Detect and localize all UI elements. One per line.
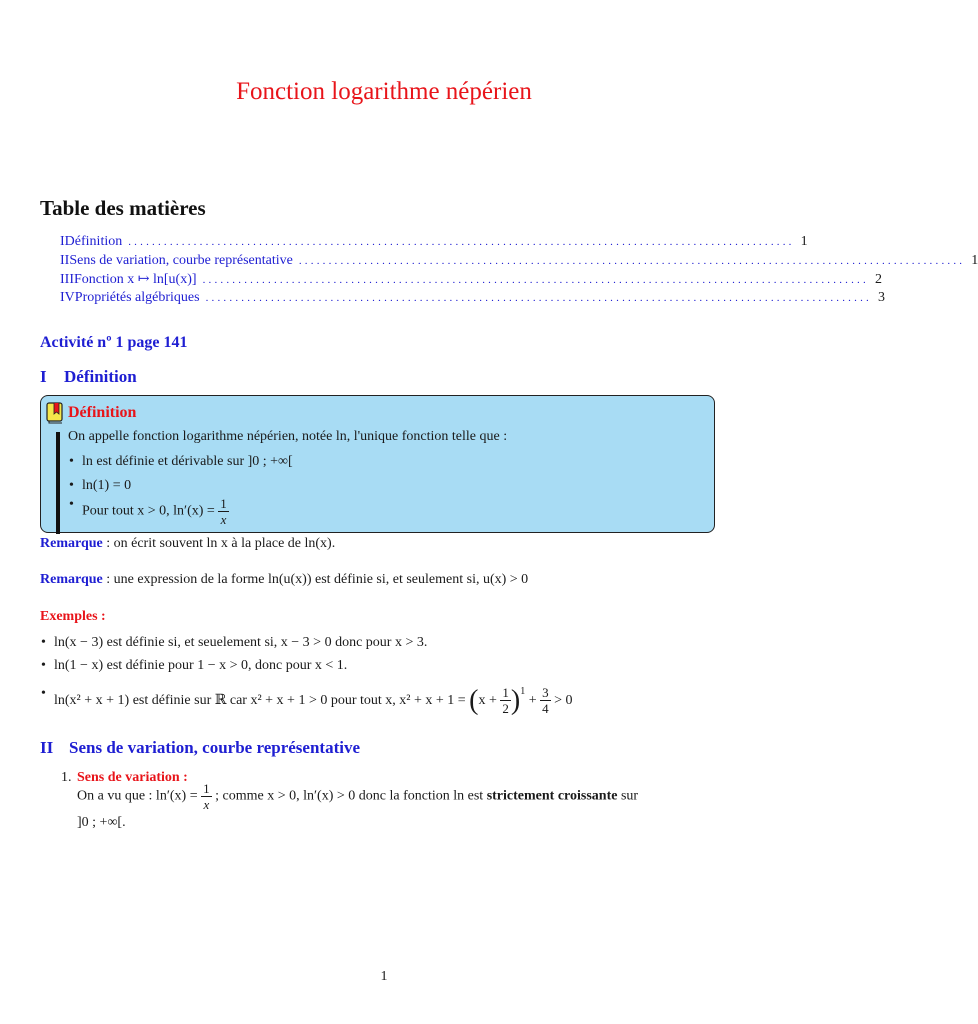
toc-item-title: Définition (64, 234, 123, 249)
plus-sign: + (528, 693, 537, 708)
toc-item-number: IV (60, 290, 75, 305)
toc-item-page: 3 (877, 290, 885, 305)
section-number: I (40, 367, 47, 386)
section-title: Définition (64, 367, 137, 386)
activity-heading: Activité nº 1 page 141 (40, 334, 188, 351)
left-paren: ( (469, 684, 479, 716)
item-line-2: ]0 ; +∞[. (77, 815, 126, 830)
fraction-one-half: $\frac{1}{2}$ (502, 685, 509, 717)
fraction-three-quarters: $\frac{3}{4}$ (542, 685, 549, 717)
toc-item-number: III (60, 272, 74, 287)
fraction-one-over-x: $\frac{1}{x}$ (220, 496, 227, 527)
item-line-1 (77, 782, 717, 811)
definition-bullet-2: • ln(1) = 0 (82, 478, 131, 494)
toc-item-title: Fonction x ↦ ln[u(x)] (74, 272, 197, 287)
toc-item-number: I (60, 234, 65, 249)
remark-1 (40, 536, 335, 552)
toc-item-page: 2 (874, 272, 882, 287)
example-3-end: > 0 (554, 693, 573, 708)
bookmark-icon (44, 401, 66, 423)
toc-leader-dots: ................................................................................................................ (298, 255, 966, 267)
example-1: • ln(x − 3) est définie si, et seuelement si, x − 3 > 0 donc pour x > 3. (54, 635, 427, 651)
example-2: • ln(1 − x) est définie pour 1 − x > 0, donc pour x < 1. (54, 658, 347, 674)
definition-bullet-1: • ln est définie et dérivable sur ]0 ; +∞[ (82, 454, 293, 470)
item-text-bold: strictement croissante (486, 788, 618, 804)
remark-label: Remarque (40, 536, 103, 551)
item-title: Sens de variation : (77, 770, 188, 785)
section-title: Sens de variation, courbe représentative (69, 738, 361, 757)
remark-text: : on écrit souvent ln x à la place de ln(x). (102, 536, 336, 551)
examples-heading: Exemples : (40, 609, 106, 624)
toc-leader-dots: ................................................................................................................ (205, 292, 872, 304)
section-heading-sens-de-variation (40, 738, 360, 758)
exponent: 1 (520, 686, 526, 697)
toc-item-number: II (60, 253, 70, 268)
toc-item-page: 1 (800, 234, 808, 249)
right-paren: ) (510, 684, 521, 716)
toc-leader-dots: ................................................................................................................ (128, 236, 795, 248)
example-3-inner: x + (478, 693, 497, 708)
section-heading-definition (40, 367, 137, 387)
toc-item-title: Propriétés algébriques (74, 290, 200, 305)
toc-item-definition[interactable] (60, 234, 808, 253)
definition-bullet-3-text: Pour tout x > 0, ln′(x) = (82, 503, 215, 519)
toc-item-title: Sens de variation, courbe représentative (69, 253, 293, 268)
toc-heading: Table des matières (40, 196, 206, 220)
remark-2 (40, 572, 528, 588)
toc-item-sens-de-variation[interactable] (60, 253, 978, 272)
example-3-text: ln(x² + x + 1) est définie sur ℝ car x² + x + 1 > 0 pour tout x, x² + x + 1 = (54, 693, 466, 708)
toc-item-fonction-ln-u[interactable] (60, 271, 882, 290)
toc-item-page: 1 (971, 253, 978, 268)
example-3 (54, 686, 573, 715)
item-text-mid: ; comme x > 0, ln′(x) > 0 donc la fonction ln est (215, 788, 484, 804)
toc-leader-dots: ................................................................................................................ (202, 274, 869, 286)
definition-bar (56, 432, 60, 534)
item-text-post: sur (620, 788, 639, 804)
remark-text: : une expression de la forme ln(u(x)) est définie si, et seulement si, u(x) > 0 (102, 572, 529, 587)
remark-label: Remarque (40, 572, 103, 587)
item-text-pre: On a vu que : ln′(x) = (77, 788, 198, 804)
definition-intro: On appelle fonction logarithme népérien, notée ln, l'unique fonction telle que : (68, 429, 508, 444)
page-number: 1 (380, 969, 388, 984)
toc-item-proprietes[interactable] (60, 290, 885, 309)
definition-title: Définition (68, 404, 137, 421)
fraction-one-over-x: $\frac{1}{x}$ (203, 781, 210, 812)
page-title: Fonction logarithme népérien (236, 78, 532, 105)
definition-bullet-3 (82, 497, 229, 526)
item-number: 1. (61, 770, 72, 785)
section-number: II (40, 738, 54, 757)
